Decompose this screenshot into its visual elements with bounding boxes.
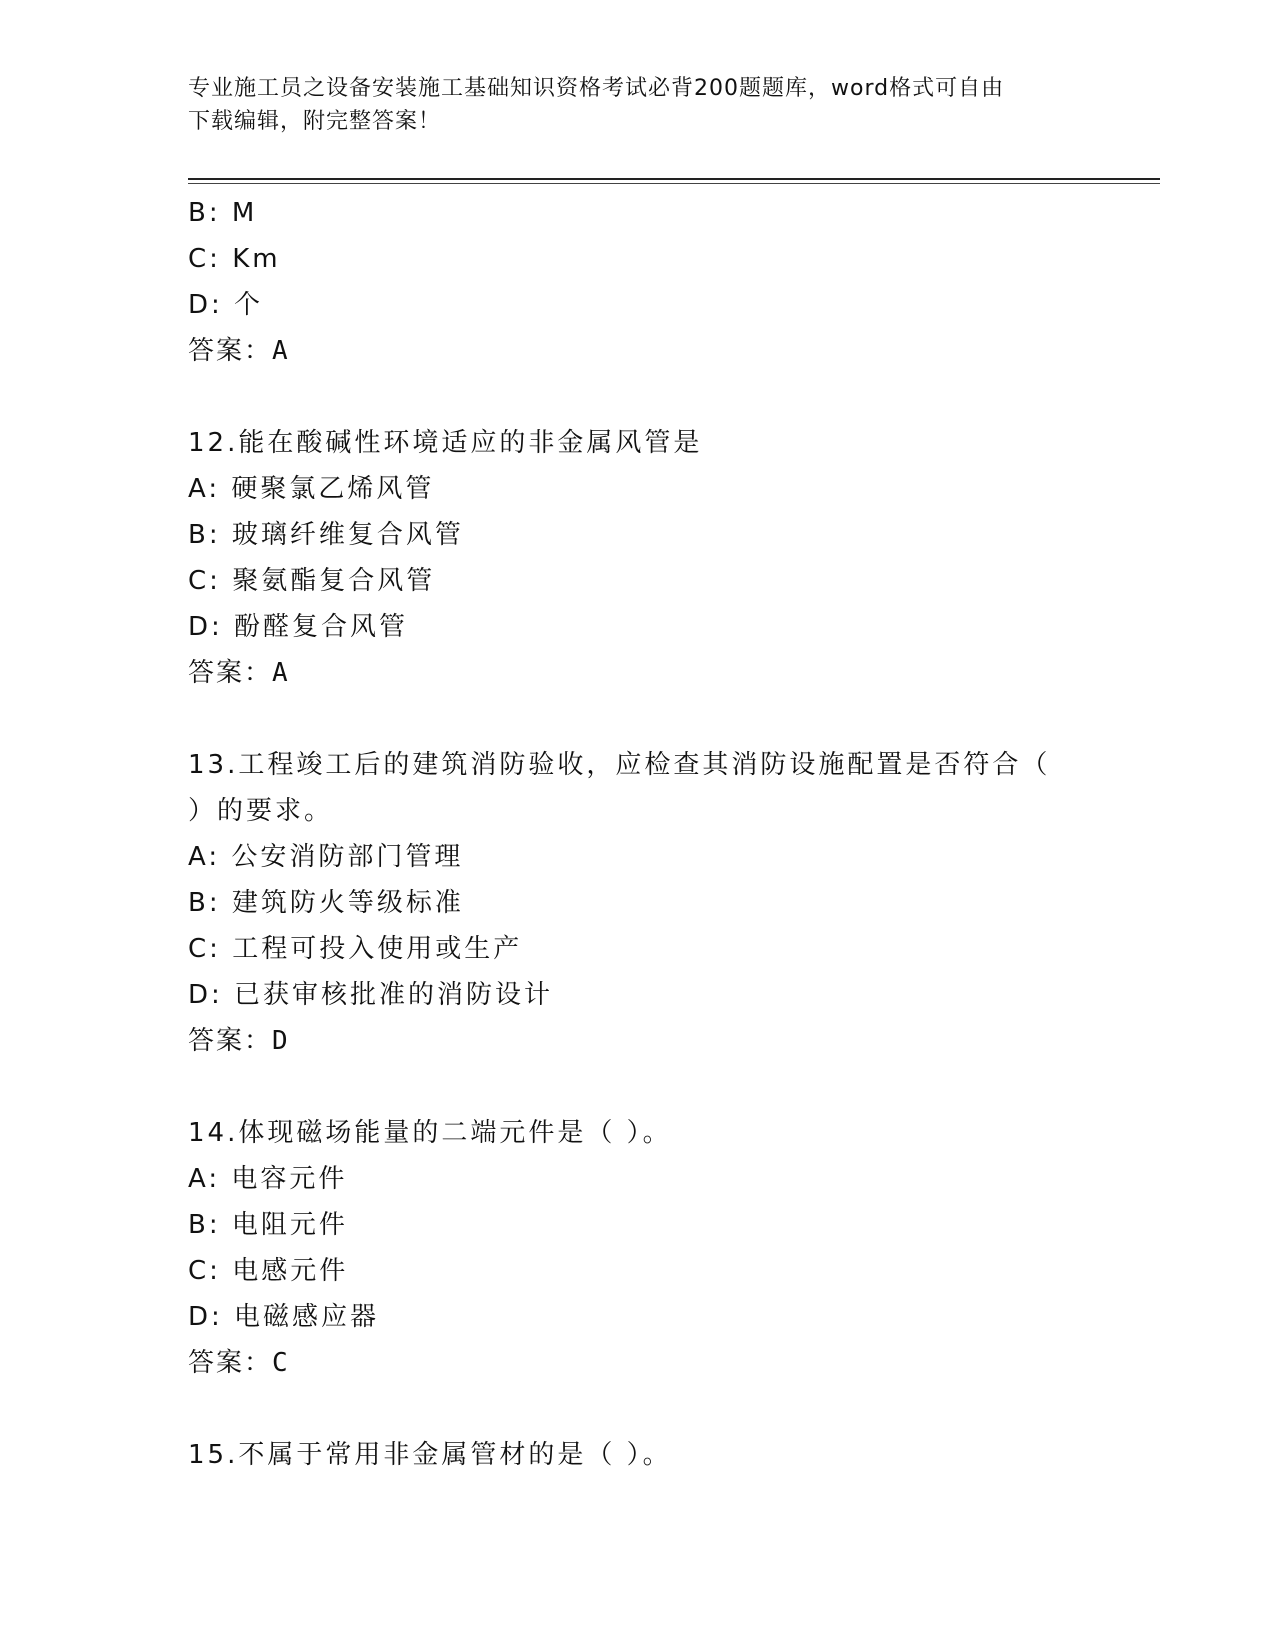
option-d: D: 个 xyxy=(188,290,264,320)
answer-value: C xyxy=(272,1348,289,1378)
question-text: 体现磁场能量的二端元件是（ ）。 xyxy=(238,1118,672,1148)
question-text: 不属于常用非金属管材的是（ ）。 xyxy=(238,1440,672,1470)
header-rule-thin xyxy=(188,183,1160,184)
header-line-1: 专业施工员之设备安装施工基础知识资格考试必背200题题库，word格式可自由 xyxy=(188,76,1005,101)
option-b: B: 电阻元件 xyxy=(188,1210,348,1240)
option-d: D: 已获审核批准的消防设计 xyxy=(188,980,554,1010)
question-15 xyxy=(188,1432,1148,1478)
option-a: A: 电容元件 xyxy=(188,1164,348,1194)
option-b: B: 建筑防火等级标准 xyxy=(188,888,464,918)
question-text: 能在酸碱性环境适应的非金属风管是 xyxy=(238,428,703,458)
answer-line xyxy=(188,650,1148,696)
answer-label: 答案： xyxy=(188,658,273,688)
option-c: C: Km xyxy=(188,244,281,274)
question-stem xyxy=(188,742,1148,788)
answer-value: A xyxy=(272,658,289,688)
option-c: C: 聚氨酯复合风管 xyxy=(188,566,436,596)
question-14 xyxy=(188,1110,1148,1386)
question-text: 工程竣工后的建筑消防验收，应检查其消防设施配置是否符合（ xyxy=(238,750,1051,780)
answer-label: 答案： xyxy=(188,336,273,366)
question-number: 13. xyxy=(188,750,239,780)
partial-question xyxy=(188,190,1148,374)
document-header xyxy=(188,72,1088,138)
question-stem xyxy=(188,1432,1148,1478)
option-c: C: 工程可投入使用或生产 xyxy=(188,934,523,964)
answer-line xyxy=(188,1018,1148,1064)
answer-value: A xyxy=(272,336,289,366)
question-number: 15. xyxy=(188,1440,239,1470)
question-stem xyxy=(188,420,1148,466)
option-a: A: 硬聚氯乙烯风管 xyxy=(188,474,435,504)
answer-line xyxy=(188,328,1148,374)
answer-label: 答案： xyxy=(188,1348,273,1378)
question-number: 14. xyxy=(188,1118,239,1148)
option-b: B: 玻璃纤维复合风管 xyxy=(188,520,464,550)
option-c: C: 电感元件 xyxy=(188,1256,349,1286)
question-number: 12. xyxy=(188,428,239,458)
option-b: B: M xyxy=(188,198,258,228)
answer-label: 答案： xyxy=(188,1026,273,1056)
option-a: A: 公安消防部门管理 xyxy=(188,842,464,872)
header-line-2: 下载编辑，附完整答案！ xyxy=(188,109,442,134)
question-text-continued: ）的要求。 xyxy=(188,796,334,826)
option-d: D: 酚醛复合风管 xyxy=(188,612,409,642)
header-rule-thick xyxy=(188,178,1160,180)
option-d: D: 电磁感应器 xyxy=(188,1302,380,1332)
question-12 xyxy=(188,420,1148,696)
answer-value: D xyxy=(272,1026,289,1056)
question-list xyxy=(188,190,1148,1478)
question-13 xyxy=(188,742,1148,1064)
question-stem xyxy=(188,1110,1148,1156)
answer-line xyxy=(188,1340,1148,1386)
